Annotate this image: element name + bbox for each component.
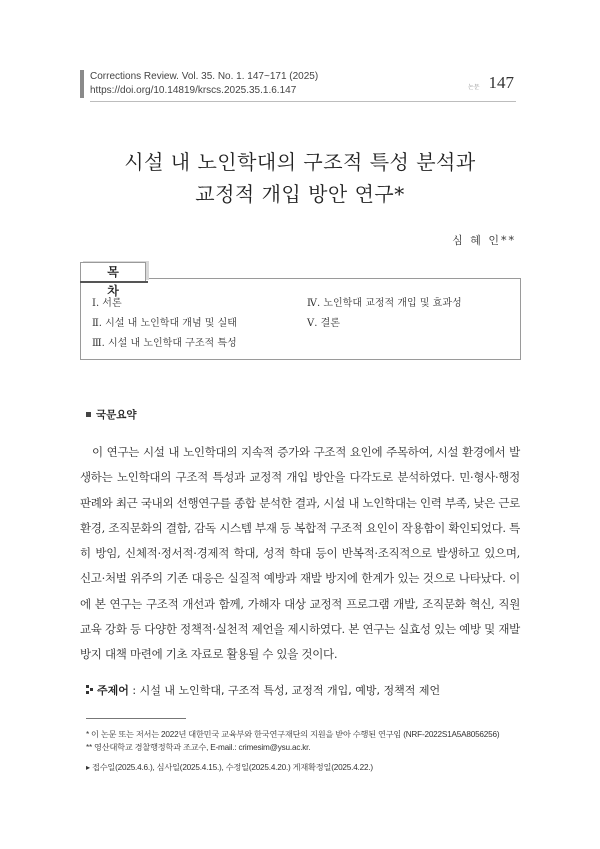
journal-citation: Corrections Review. Vol. 35. No. 1. 147~171 (2025): [90, 71, 319, 82]
header-rule: [90, 101, 516, 102]
toc-item: Ⅲ. 시설 내 노인학대 구조적 특성: [92, 338, 237, 349]
toc-item: Ⅴ. 결론: [307, 318, 340, 329]
footnotes: [86, 728, 499, 754]
toc-item: Ⅱ. 시설 내 노인학대 개념 및 실태: [92, 318, 237, 329]
received-dates: ▸ 접수일(2025.4.6.), 심사일(2025.4.15.), 수정일(2025.4.20.) 게재확정일(2025.4.22.): [86, 763, 373, 772]
abstract-heading: [86, 407, 137, 422]
square-bullet-icon: [86, 412, 91, 417]
keywords-label: 주제어: [97, 684, 129, 697]
footnote-author: ** 영산대학교 경찰행정학과 조교수, E-mail.: crimesim@ysu.ac.kr.: [86, 743, 311, 752]
toc-heading: 목 차: [80, 262, 146, 281]
keyword-bullet-icon: [86, 685, 94, 695]
abstract-body: 이 연구는 시설 내 노인학대의 지속적 증가와 구조적 요인에 주목하여, 시설 환경에서 발생하는 노인학대의 구조적 특성과 교정적 개입 방안을 다각도로 분석하였다. 민·형사·행정 판례와 최근 국내외 선행연구를 종합 분석한 결과, 시설 내 노인학대는 인력 부족, 낮은 근로환경, 조직문화의 결함, 감독 시스템 부재 등 복합적 구조적 요인이 작용함이 확인되었다. 특히 방임, 신체적·정서적·경제적 학대, 성적 학대 등이 반복적·조직적으로 발생하고 있으며, 신고·처벌 위주의 기존 대응은 실질적 예방과 재발 방지에 한계가 있는 것으로 나타났다. 이에 본 연구는 구조적 개선과 함께, 가해자 대상 교정적 프로그램 개발, 조직문화 혁신, 직원 교육 강화 등 다양한 정책적·실천적 제언을 제시하였다. 본 연구는 실효성 있는 예방 및 재발 방지 대책 마련에 기초 자료로 활용될 수 있을 것이다.: [80, 445, 520, 662]
title-line-1: 시설 내 노인학대의 구조적 특성 분석과: [124, 150, 476, 174]
toc-left-column: [92, 294, 237, 354]
footnote-rule: [86, 718, 186, 719]
page-number: 147: [488, 73, 514, 92]
toc-right-column: [307, 294, 462, 334]
journal-header: [90, 70, 318, 98]
page-mark: 논문: [468, 85, 480, 91]
abstract-heading-label: 국문요약: [96, 409, 137, 421]
header-accent-bar: [80, 70, 84, 98]
journal-doi[interactable]: https://doi.org/10.14819/krscs.2025.35.1.6.147: [90, 85, 297, 96]
toc-item: Ⅳ. 노인학대 교정적 개입 및 효과성: [307, 298, 462, 309]
title-line-2: 교정적 개입 방안 연구*: [195, 182, 405, 206]
keywords: [86, 682, 440, 698]
toc-item: Ⅰ. 서론: [92, 298, 122, 309]
keywords-text: : 시설 내 노인학대, 구조적 특성, 교정적 개입, 예방, 정책적 제언: [132, 684, 441, 697]
author-name: 심 혜 인**: [452, 234, 516, 247]
toc-heading-rule: [80, 281, 148, 283]
paper-title: [0, 146, 600, 210]
footnote-funding: * 이 논문 또는 저서는 2022년 대한민국 교육부와 한국연구재단의 지원을 받아 수행된 연구임 (NRF-2022S1A5A8056256): [86, 730, 500, 739]
